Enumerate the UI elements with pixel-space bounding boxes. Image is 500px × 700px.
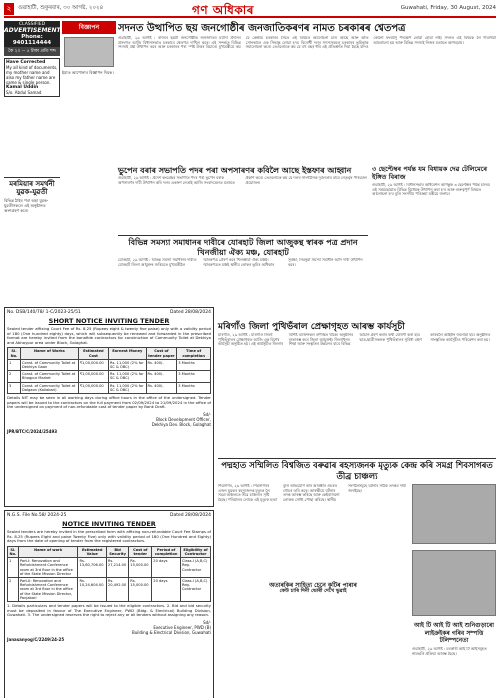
- table-row: [8, 558, 211, 578]
- tender1-sign1: Sd/-: [203, 411, 211, 417]
- table-header: Time of completion: [177, 348, 211, 359]
- table-cell: Part-I: Renovation and Refurbishment Conference room at 3rd floor in the office of the State Mission Director: [18, 558, 78, 578]
- ad-column: [62, 21, 116, 221]
- table-cell: 1: [8, 558, 19, 578]
- table-cell: Rs. 400/-: [146, 371, 177, 382]
- rm-story-headline: মৰিগাঁও জিলা পুথিভঁৰাল প্ৰেক্ষাগৃহত আৰম্ভ কাৰ্যসূচী: [218, 322, 405, 332]
- table-cell: Rs. 400/-: [146, 382, 177, 393]
- tender1-code: JPR/BTC/C/2024/25493: [7, 428, 58, 434]
- br-side-body: গুৱাহাটী, ২৯ আগষ্ট : চৰকাৰী আই টি আইসমূহত নামভৰ্তি প্ৰক্ৰিয়া আৰম্ভ হৈছে।: [412, 647, 487, 656]
- tender2-sign3: Building & Electrical Division, Guwahati: [132, 629, 211, 635]
- table-cell: Rs. 20,492.00: [106, 578, 128, 602]
- tender2-date: Dated 28/08/2024: [170, 513, 211, 518]
- table-cell: Rs. 15,000.00: [129, 578, 152, 602]
- tender1-signature: [7, 412, 211, 427]
- rm-story-body: মৰিগাঁও, ২৯ আগষ্ট : মৰিগাঁও জিলা পুথিভঁৰালৰ প্ৰেক্ষাগৃহত আজি এক বিশেষ কাৰ্যসূচী অনুষ্ঠিত হয়। এই কাৰ্যসূচীত জিলাৰ বিশিষ্ট ব্যক্তিসকল উপস্থিত থাকে। অনুষ্ঠানৰ শুভাৰম্ভ কৰে জিলা আয়ুক্তই। জিলাখনৰ শিক্ষা আৰু সংস্কৃতিৰ উন্নয়নৰ বাবে বিভিন্ন আঁচনি গ্ৰহণ কৰাৰ কথা ঘোষণা কৰা হয়। ছাত্ৰ-ছাত্ৰীসকলক পুথিভঁৰালৰ সুবিধা গ্ৰহণ কৰিবলৈ আহ্বান জনোৱা হয়। অনুষ্ঠানত সাংস্কৃতিক কাৰ্যসূচীও পৰিৱেশন কৰা হয়।: [218, 333, 491, 347]
- right-story-body: গুৱাহাটী, ২৯ আগষ্ট : বিধানসভাৰ অধিবেশন আগন্তুক ৩ ছেপ্টেম্বৰ পৰ্যন্ত চলিব। এই সময়ছোৱাত বিভিন্ন বিধেয়ক উত্থাপন কৰা হ'ব আৰু গুৰুত্বপূৰ্ণ বিষয়ত আলোচনা হ'ব বুলি সংসদীয় পৰিক্ৰমা মন্ত্ৰীয়ে জনায়।: [372, 183, 491, 197]
- top-story-headline: সদনত উত্থাপিত ছয় জনগোষ্ঠীৰ জনজাতিকৰণৰ নামত চৰকাৰৰ শ্বেতপত্ৰ: [118, 23, 406, 34]
- table-cell: 1: [8, 359, 21, 370]
- table-row: [8, 359, 211, 370]
- tender2-table: [7, 546, 211, 602]
- table-cell: Rs. 13,60,706.00: [78, 558, 106, 578]
- tender1-sign3: Dekhiya Dev. Block, Golaghat: [151, 421, 211, 427]
- tender1-date: Dated 28/08/2024: [170, 310, 211, 315]
- table-cell: 3 Months: [177, 359, 211, 370]
- tender1-details: Details NIT may be seen in all working days during office hours in the office of the undersigned. Tender papers will be issued to the contractors on the full payment from 02/09/2024 to 21/09/2024 in the office of the undersigned on payment of non-refundable cost of tender paper by Bank Draft.: [7, 395, 211, 410]
- table-header: Period of completion: [152, 546, 181, 557]
- dateline-right: Guwahati, Friday, 30 August, 2024: [400, 5, 496, 11]
- table-cell: Rs. 15,000.00: [129, 558, 152, 578]
- table-row: [8, 371, 211, 382]
- mid-story-headline: বিভিন্ন সমস্যা সমাধানৰ দাবীৰে যোৰহাট জিলা আজুকন্থ স্বাৰক পত্ৰ প্ৰদান খিনজীয়া ঐক্য মঞ্চ, যোৰহাট: [118, 235, 368, 258]
- sub-story-body: গুৱাহাটী, ২৯ আগষ্ট : প্ৰদেশ কংগ্ৰেছৰ সভাপতি পদৰ পৰা ভুপেন বৰাক অপসাৰণৰ দাবী উত্থাপন কৰি দলৰ একাংশ নেতাই আজি সংবাদমেলত মতামত প্ৰকাশ কৰে। তেওঁলোকে কয় যে দলৰ সাংগঠনিক দুৰ্বলতাৰ বাবে নেতৃত্বৰ পৰিৱৰ্তন প্ৰয়োজন।: [118, 176, 367, 185]
- left-story-headline: মৰমিয়াৰ সমৰ্থনী যুৱক-যুৱতী: [4, 177, 60, 196]
- sub-story-headline: ভুপেন বৰাৰ সভাপতি পদৰ পৰা অপসাৰণৰ কবিলৈ আছে ইস্তফাৰ আহ্বান: [118, 166, 352, 175]
- table-cell: Rs. 11,000 (2% for SC & OBC): [109, 359, 147, 370]
- page-number: ২: [4, 3, 14, 15]
- tender1-sign2: Block Development Officer,: [156, 416, 211, 422]
- table-cell: 2: [8, 578, 19, 602]
- table-cell: Class-I (A,B,C) Reg. Contractor: [180, 578, 210, 602]
- ad-title: বিজ্ঞাপন: [62, 21, 116, 34]
- tender1-text: Sealed tender affixing Court Fee of Rs. 8.25 (Rupees eight & twenty five paise) only with a validity period of 180 (One hundred eighty) days, which will subsequently be renewed and forwarded in the prescribed format are hereby invited from the bonafide contractors for construction of Community Toilet at Dekhiya and Abhoypur area under Block, Golaghat.: [7, 326, 211, 345]
- table-cell: Class-I (A,B,C) Reg. Contractor: [180, 558, 210, 578]
- left-story-body: বিভিন্ন ঠাইৰ পৰা অহা যুৱক-যুৱতীসকলে এই অনুষ্ঠানত অংশগ্ৰহণ কৰে।: [4, 198, 49, 213]
- tender-notice-1: [4, 307, 214, 507]
- right-story-headline: ৩ ছেপ্টেম্বৰ পৰ্যন্ত যম বিধায়ক দেৱ টেলিমেৰে ইঙ্গিত বিৰাজ: [372, 165, 488, 181]
- table-cell: Const. of Community Toilet at Dalgaon (Kaliabari): [21, 382, 79, 393]
- tender2-ref: [7, 513, 211, 518]
- tender2-sign2: Executive Engineer, PWD (B): [153, 624, 211, 630]
- table-row: [8, 578, 211, 602]
- table-header: Name of Works: [21, 348, 79, 359]
- classified-rate: কৈ ২০ -- ৫ টাকা প্ৰতি শব্দ: [4, 47, 60, 56]
- table-cell: 2: [8, 371, 21, 382]
- tender1-ref: [7, 310, 211, 315]
- table-cell: ₹1,00,000.00: [78, 371, 108, 382]
- notice-name: Kamal Uddin: [6, 85, 39, 90]
- section-subhead: কেউ চাৰি দিনী ভোৰী দেখে ভুৱাই: [279, 588, 347, 594]
- classified-header: [4, 21, 60, 47]
- tender1-table: [7, 347, 211, 394]
- table-header: Sl. No.: [8, 546, 19, 557]
- mid-story-body: যোৰহাট, ২৯ আগষ্ট : বিভিন্ন সমস্যা সমাধানৰ দাবীত যোৰহাট জিলা আয়ুক্তৰ জৰিয়তে মুখ্যমন্ত্ৰীলৈ স্মাৰকপত্ৰ প্ৰেৰণ কৰে খিলঞ্জীয়া ঐক্য মঞ্চই। স্মাৰকপত্ৰত মঞ্চই স্থানীয় লোকৰ ভূমিৰ অধিকাৰ সুৰক্ষা, নিবনুৱা সমস্যা সমাধান আদি দাবী উত্থাপন কৰে।: [118, 258, 363, 267]
- notice-name2: S/o. Abdul Samad: [6, 90, 42, 95]
- masthead: [4, 2, 496, 18]
- table-cell: 3: [8, 382, 21, 393]
- br-side-headline: আই টি আই টি আই শুনিগুড়াৰো লাইক্ৰইকৰ গৰিব সম্পত্তি টলিম্পনেতা: [413, 622, 495, 644]
- news-photo-2: [412, 550, 496, 616]
- br-story-headline: পদ্মহাত সম্মিলিত বিশ্বজিত বৰুৱাৰ ৰহস্যজনক মৃত্যুক কেন্দ্ৰ কৰি সমগ্ৰ শিবসাগৰত তীব্ৰ চাঞ্চল্য: [218, 458, 496, 483]
- notice-title: Have Corrected: [6, 60, 46, 65]
- table-cell: Rs. 400/-: [146, 359, 177, 370]
- top-story: [118, 36, 496, 164]
- table-cell: Const. of Community Toilet at Dekhiya Gaon: [21, 359, 79, 370]
- notice-text: My all kind of documents, my mother name and also my father name are same & single person.: [6, 65, 58, 85]
- table-header: Estimated Cost: [78, 348, 108, 359]
- classified-title: ADVERTISEMENT: [4, 27, 61, 34]
- table-row: [8, 382, 211, 393]
- newspaper-page: [4, 2, 496, 698]
- table-cell: Rs. 27,214.00: [106, 558, 128, 578]
- tender2-ref-no: N.G.S. File No.58/ 2024-25: [7, 513, 67, 518]
- table-cell: Rs. 11,000 (2% for SC & OBC): [109, 382, 147, 393]
- table-cell: 20 days: [152, 578, 181, 602]
- tender1-title: SHORT NOTICE INVITING TENDER: [48, 317, 170, 325]
- table-cell: 3 Months: [177, 371, 211, 382]
- top-story-body: গুৱাহাটী, ২৯ আগষ্ট : ৰাজ্যৰ ছয়টা জনগোষ্ঠীক জনজাতিৰ মৰ্যাদা প্ৰদানৰ প্ৰসংগত আজি বিধানসভাত চৰকাৰে শ্বেতপত্ৰ দাখিল কৰে। এই সন্দৰ্ভত বিভিন্ন সদস্যই প্ৰশ্ন উত্থাপন কৰে আৰু চৰকাৰৰ পৰা স্পষ্ট উত্তৰ বিচাৰে। মুখ্যমন্ত্ৰীয়ে কয় যে কেন্দ্ৰীয় চৰকাৰৰ সৈতে এই বিষয়ত আলোচনা চলি আছে আৰু অতি সোনকালে এক সিদ্ধান্ত লোৱা হ'ব। বিৰোধী দলৰ সদস্যসকলে চৰকাৰৰ ভূমিকাক সমালোচনা কৰে। তেওঁলোকে কয় যে বহু বছৰ ধৰি এই প্ৰতিশ্ৰুতি দিয়া হৈছে যদিও কোনো ফলপ্ৰসূ পদক্ষেপ লোৱা হোৱা নাই। সদনত এই বিষয়ক লৈ দীঘলীয়া আলোচনা হয় আৰু বিভিন্ন সদস্যই নিজৰ মতামত আগবঢ়ায়।: [118, 36, 496, 50]
- tender2-notes: 1. Details particulars and tender papers will be issued to the eligible contractors. 2. Bid and bid security must be deposited in favour of The Executive Engineer, PWD (Bldg. & Electrical) Building Division, Guwahati. 3. The undersigned reserves the right to reject any or all tenders without assigning any reason.: [7, 603, 211, 618]
- table-header: Cost of tender: [129, 546, 152, 557]
- ad-text: ইয়াত আপোনাৰ বিজ্ঞাপন দিয়ক।: [62, 70, 114, 75]
- table-cell: ₹1,00,000.00: [78, 359, 108, 370]
- tender2-sign1: Sd/-: [203, 619, 211, 625]
- tender1-ref-no: No. DSB/140/78/ 1-C/2023-25/51: [7, 310, 81, 315]
- table-header: Estimated Value: [78, 546, 106, 557]
- br-story-body: শিৱসাগৰ, ২৯ আগষ্ট : শিৱসাগৰৰ এজন যুৱকৰ ৰহস্যজনক মৃত্যুক লৈ সমগ্ৰ অঞ্চলতে তীব্ৰ চাঞ্চল্যৰ সৃষ্টি হৈছে। পৰিয়ালৰ লোকে এই মৃত্যুক হত্যা বুলি অভিযোগ কৰি আৰক্ষীৰ ওচৰত গোচৰ তৰি কৰে। আৰক্ষীয়ে ঘটনাৰ তদন্ত আৰম্ভ কৰিছে আৰু কেইবাজনো লোকক সোধা-পোছা কৰিছে। স্থানীয় সংগঠনসমূহে ঘটনাৰ সঠিক তদন্তৰ দাবী জনাইছে।: [218, 484, 406, 503]
- table-cell: Part-II: Renovation and Refurbishment Conference room at 3rd floor in the office of the State Mission Director, Panjabari: [18, 578, 78, 602]
- tender-notice-2: [4, 510, 214, 698]
- table-cell: 3 Months: [177, 382, 211, 393]
- tender2-title: NOTICE INVITING TENDER: [62, 520, 156, 528]
- news-photo: [412, 484, 496, 544]
- table-cell: Rs. 11,000 (2% for SC & OBC): [109, 371, 147, 382]
- tender2-code: Janasanyog/C/2249/24-25: [7, 636, 65, 642]
- table-header: Earnest Money: [109, 348, 147, 359]
- table-cell: 20 days: [152, 558, 181, 578]
- table-header: Bid Security: [106, 546, 128, 557]
- table-header: Sl. No.: [8, 348, 21, 359]
- table-cell: Const. of Community Toilet at Bhogpur Market: [21, 371, 79, 382]
- tender2-signature: [7, 620, 211, 635]
- table-cell: ₹1,00,000.00: [78, 382, 108, 393]
- ad-image: [64, 37, 114, 67]
- classified-phone: Phone: 9401114444: [12, 34, 52, 46]
- paper-name: গণ অধিকাৰ: [192, 3, 254, 17]
- table-header: Eligibility of Contractor: [180, 546, 210, 557]
- table-cell: Rs. 10,24,604.00: [78, 578, 106, 602]
- left-story: [4, 177, 60, 297]
- classified-kicker: CLASSIFIED: [18, 22, 46, 27]
- section-headline: অতাৰকিৰ সাহিত্য চেনে কুটিৰ পাৰাৰ: [269, 582, 357, 589]
- table-header: Name of work: [18, 546, 78, 557]
- dateline-left: গুৱাহাটী, শুকুৰবাৰ, ৩০ আগষ্ট, ২০২৪: [18, 5, 104, 11]
- classified-notice: [4, 58, 60, 97]
- tender2-text: Sealed tenders are hereby invited in the prescribed form with affixing non-refundable Court Fee Stamps of Rs. 8.25 (Rupees Eight and paise Twenty Five) only with validity period of 180 (One Hundred and Eighty) days from the date of opening of tender from the registered contractors.: [7, 529, 211, 544]
- table-header: Cost of tender paper: [146, 348, 177, 359]
